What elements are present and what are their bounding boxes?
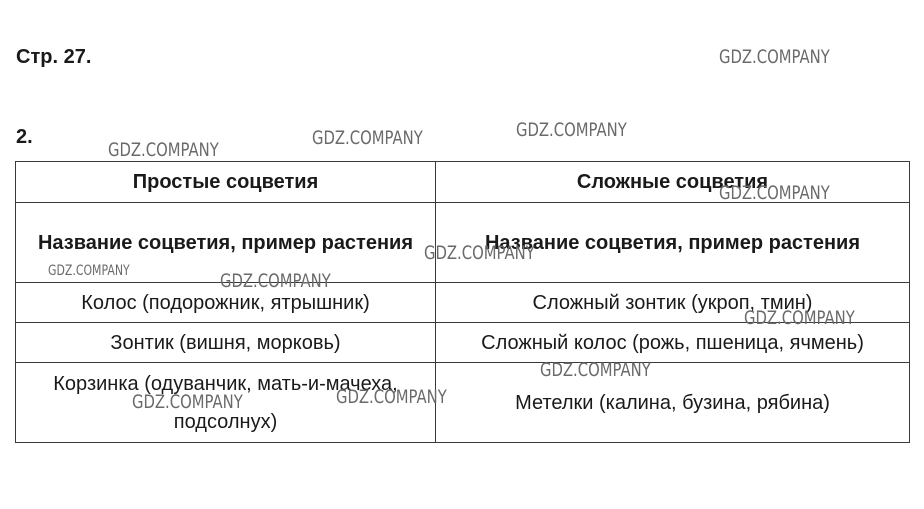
subheader-complex: Название соцветия, пример растения [436,203,910,283]
watermark: GDZ.COMPANY [220,270,331,292]
table-row [16,283,910,323]
header-complex: Сложные соцветия [436,162,910,203]
watermark: GDZ.COMPANY [312,127,423,149]
task-number: 2. [16,126,33,148]
watermark: GDZ.COMPANY [132,391,243,413]
watermark: GDZ.COMPANY [719,182,830,204]
watermark: GDZ.COMPANY [516,119,627,141]
inflorescence-table [15,161,910,443]
watermark: GDZ.COMPANY [108,139,219,161]
watermark: GDZ.COMPANY [48,263,130,279]
header-simple: Простые соцветия [16,162,436,203]
watermark: GDZ.COMPANY [540,359,651,381]
page-heading: Стр. 27. [16,46,92,68]
table-cell: Сложный зонтик (укроп, тмин) [436,283,910,323]
watermark: GDZ.COMPANY [424,242,535,264]
table-cell: Корзинка (одуванчик, мать-и-мачеха, подсолнух) [16,363,436,443]
table-row [16,323,910,363]
table-subheader-row [16,203,910,283]
table-cell: Зонтик (вишня, морковь) [16,323,436,363]
watermark: GDZ.COMPANY [719,46,830,68]
watermark: GDZ.COMPANY [336,386,447,408]
table-row [16,363,910,443]
table-cell: Метелки (калина, бузина, рябина) [436,363,910,443]
table-cell: Колос (подорожник, ятрышник) [16,283,436,323]
table-header-row [16,162,910,203]
subheader-simple: Название соцветия, пример растения [16,203,436,283]
table-cell: Сложный колос (рожь, пшеница, ячмень) [436,323,910,363]
watermark: GDZ.COMPANY [744,307,855,329]
